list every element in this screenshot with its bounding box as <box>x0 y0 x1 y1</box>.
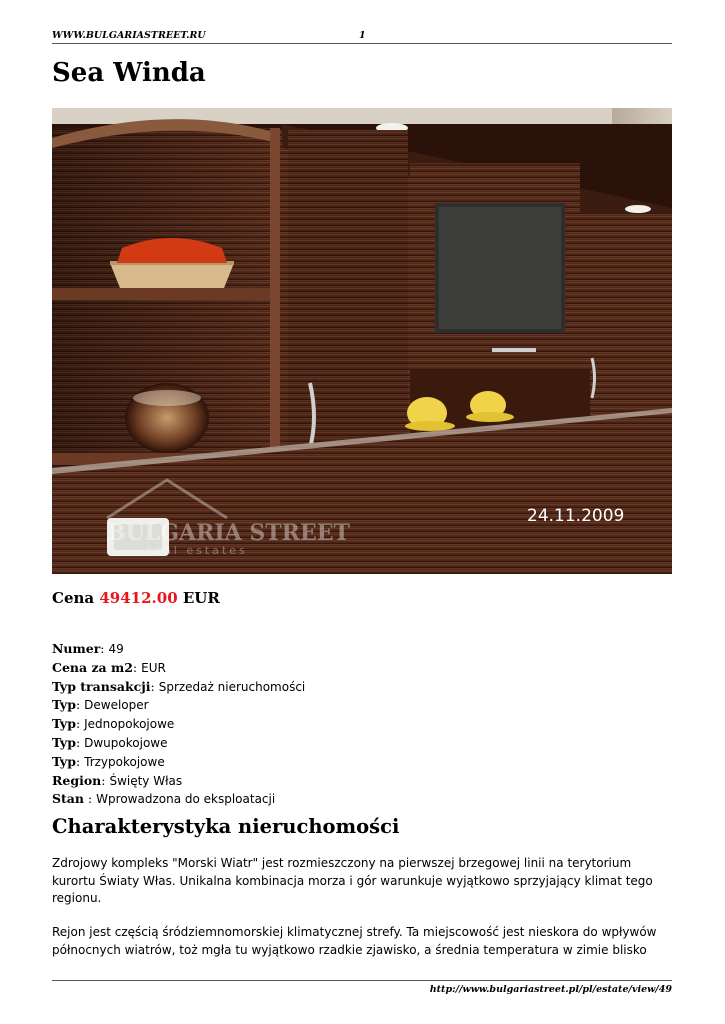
spec-value: Dwupokojowe <box>84 735 168 750</box>
header-divider <box>52 43 672 44</box>
spec-value: Sprzedaż nieruchomości <box>158 679 306 694</box>
spec-label: Typ <box>52 697 76 713</box>
spec-label: Typ <box>52 753 76 769</box>
page-title: Sea Winda <box>52 58 206 88</box>
photo-date-stamp: 24.11.2009 <box>527 506 625 526</box>
price-value: 49412.00 <box>99 589 178 607</box>
price-line <box>52 589 220 607</box>
spec-label: Stan <box>52 791 84 807</box>
spec-row: Typ: Trzypokojowe <box>52 753 165 769</box>
header-site: WWW.BULGARIASTREET.RU <box>52 30 206 41</box>
spec-value: Święty Włas <box>109 773 183 788</box>
description-paragraph: Zdrojowy kompleks "Morski Wiatr" jest rozmieszczony na pierwszej brzegowej linii na terytorium kurortu Światy Włas. Unikalna kombinacja morza i gór warunkuje wyjątkowo sprzyjający klimat tego regionu. <box>52 856 653 906</box>
spec-label: Region <box>52 772 102 788</box>
footer-divider <box>52 980 672 981</box>
spec-row: Typ transakcji: Sprzedaż nieruchomości <box>52 678 306 694</box>
price-label: Cena <box>52 589 95 607</box>
spec-label: Typ <box>52 734 76 750</box>
spec-value: 49 <box>108 642 124 656</box>
spec-value: Trzypokojowe <box>84 754 165 769</box>
price-currency: EUR <box>182 589 220 607</box>
header-page-number: 1 <box>359 30 366 41</box>
property-specs <box>52 640 305 809</box>
photo-watermark: BULGARIA STREET <box>107 520 350 546</box>
spec-row: Typ: Deweloper <box>52 697 149 713</box>
footer-url[interactable]: http://www.bulgariastreet.pl/pl/estate/view/49 <box>429 984 672 995</box>
spec-label: Typ <box>52 716 76 732</box>
spec-value: Jednopokojowe <box>84 717 175 732</box>
spec-row: Stan : Wprowadzona do eksploatacji <box>52 791 276 807</box>
spec-label: Cena za m2 <box>52 659 133 675</box>
spec-label: Typ transakcji <box>52 678 151 694</box>
photo-watermark-sub: real estates <box>147 544 248 557</box>
spec-row: Region: Święty Włas <box>52 772 183 788</box>
spec-row: Numer: 49 <box>52 641 124 656</box>
description-paragraph: Rejon jest częścią śródziemnomorskiej klimatycznej strefy. Ta miejscowość jest nieskora do wpływów północnych wiatrów, toż mgła tu wyjątkowo rzadkie zjawisko, a średnia temperatura w zimie blisko <box>52 925 657 957</box>
page-header <box>52 30 672 44</box>
property-photo <box>52 108 672 574</box>
section-title: Charakterystyka nieruchomości <box>52 815 400 838</box>
spec-value: Wprowadzona do eksploatacji <box>96 792 276 807</box>
spec-row: Cena za m2: EUR <box>52 659 166 675</box>
spec-row: Typ: Dwupokojowe <box>52 734 168 750</box>
spec-label: Numer <box>52 641 101 656</box>
spec-value: EUR <box>141 660 166 675</box>
spec-value: Deweloper <box>84 698 149 713</box>
spec-row: Typ: Jednopokojowe <box>52 716 175 732</box>
